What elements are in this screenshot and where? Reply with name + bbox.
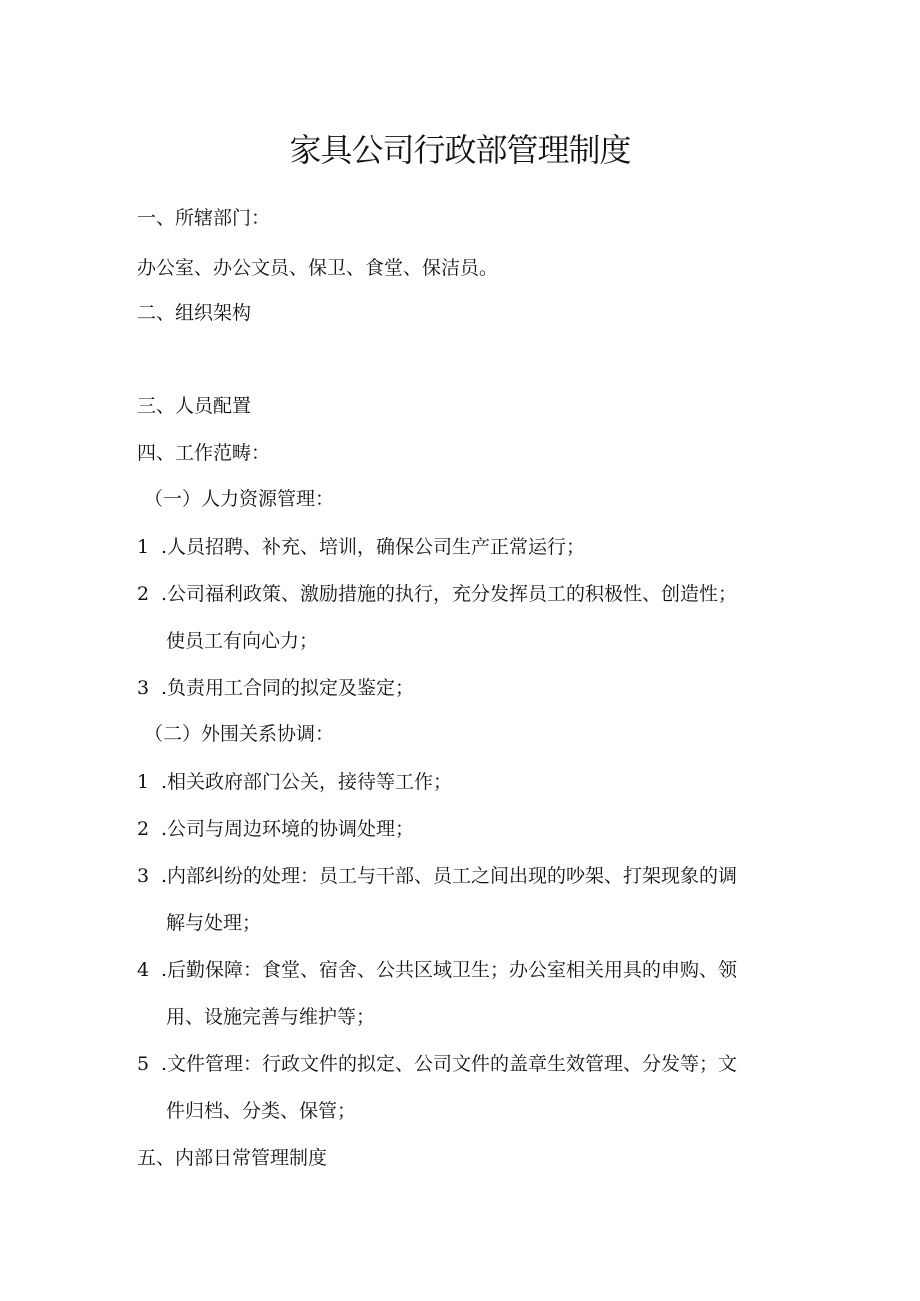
list-item-text: .文件管理：行政文件的拟定、公司文件的盖章生效管理、分发等；文 [161,1053,738,1075]
list-item-text: .负责用工合同的拟定及鉴定； [161,677,415,699]
list-item-text: .公司与周边环境的协调处理； [161,818,415,840]
list-item [137,674,414,702]
list-item-number: 2 [137,818,150,840]
list-item [137,862,737,890]
list-item-text: .后勤保障：食堂、宿舍、公共区域卫生；办公室相关用具的申购、领 [161,959,738,981]
hr-subheading: （一）人力资源管理： [144,488,335,510]
section-1-body: 办公室、办公文员、保卫、食堂、保洁员。 [137,257,499,279]
list-item-continuation: 件归档、分类、保管； [166,1100,357,1122]
ext-subheading: （二）外围关系协调： [144,723,335,745]
list-item-text: .内部纠纷的处理：员工与干部、员工之间出现的吵架、打架现象的调 [161,865,738,887]
list-item [137,533,585,561]
list-item-number: 1 [137,771,150,793]
list-item-number: 2 [137,583,150,605]
list-item-text: .相关政府部门公关，接待等工作； [161,771,453,793]
document-title: 家具公司行政部管理制度 [289,131,631,169]
list-item-number: 3 [137,865,150,887]
list-item-number: 3 [137,677,150,699]
list-item [137,580,737,608]
list-item-continuation: 用、设施完善与维护等； [166,1006,376,1028]
section-5-heading: 五、内部日常管理制度 [137,1147,328,1169]
list-item-text: .公司福利政策、激励措施的执行，充分发挥员工的积极性、创造性； [161,583,738,605]
section-2-heading: 二、组织架构 [137,302,252,324]
list-item-number: 4 [137,959,150,981]
list-item-number: 1 [137,536,150,558]
list-item [137,1050,737,1078]
list-item-continuation: 使员工有向心力； [166,630,319,652]
list-item-number: 5 [137,1053,150,1075]
section-4-heading: 四、工作范畴： [137,442,271,464]
list-item [137,768,452,796]
section-1-heading: 一、所辖部门： [137,207,271,229]
list-item [137,815,414,843]
list-item-continuation: 解与处理； [166,912,262,934]
list-item-text: .人员招聘、补充、培训，确保公司生产正常运行； [161,536,586,558]
section-3-heading: 三、人员配置 [137,395,252,417]
list-item [137,956,737,984]
